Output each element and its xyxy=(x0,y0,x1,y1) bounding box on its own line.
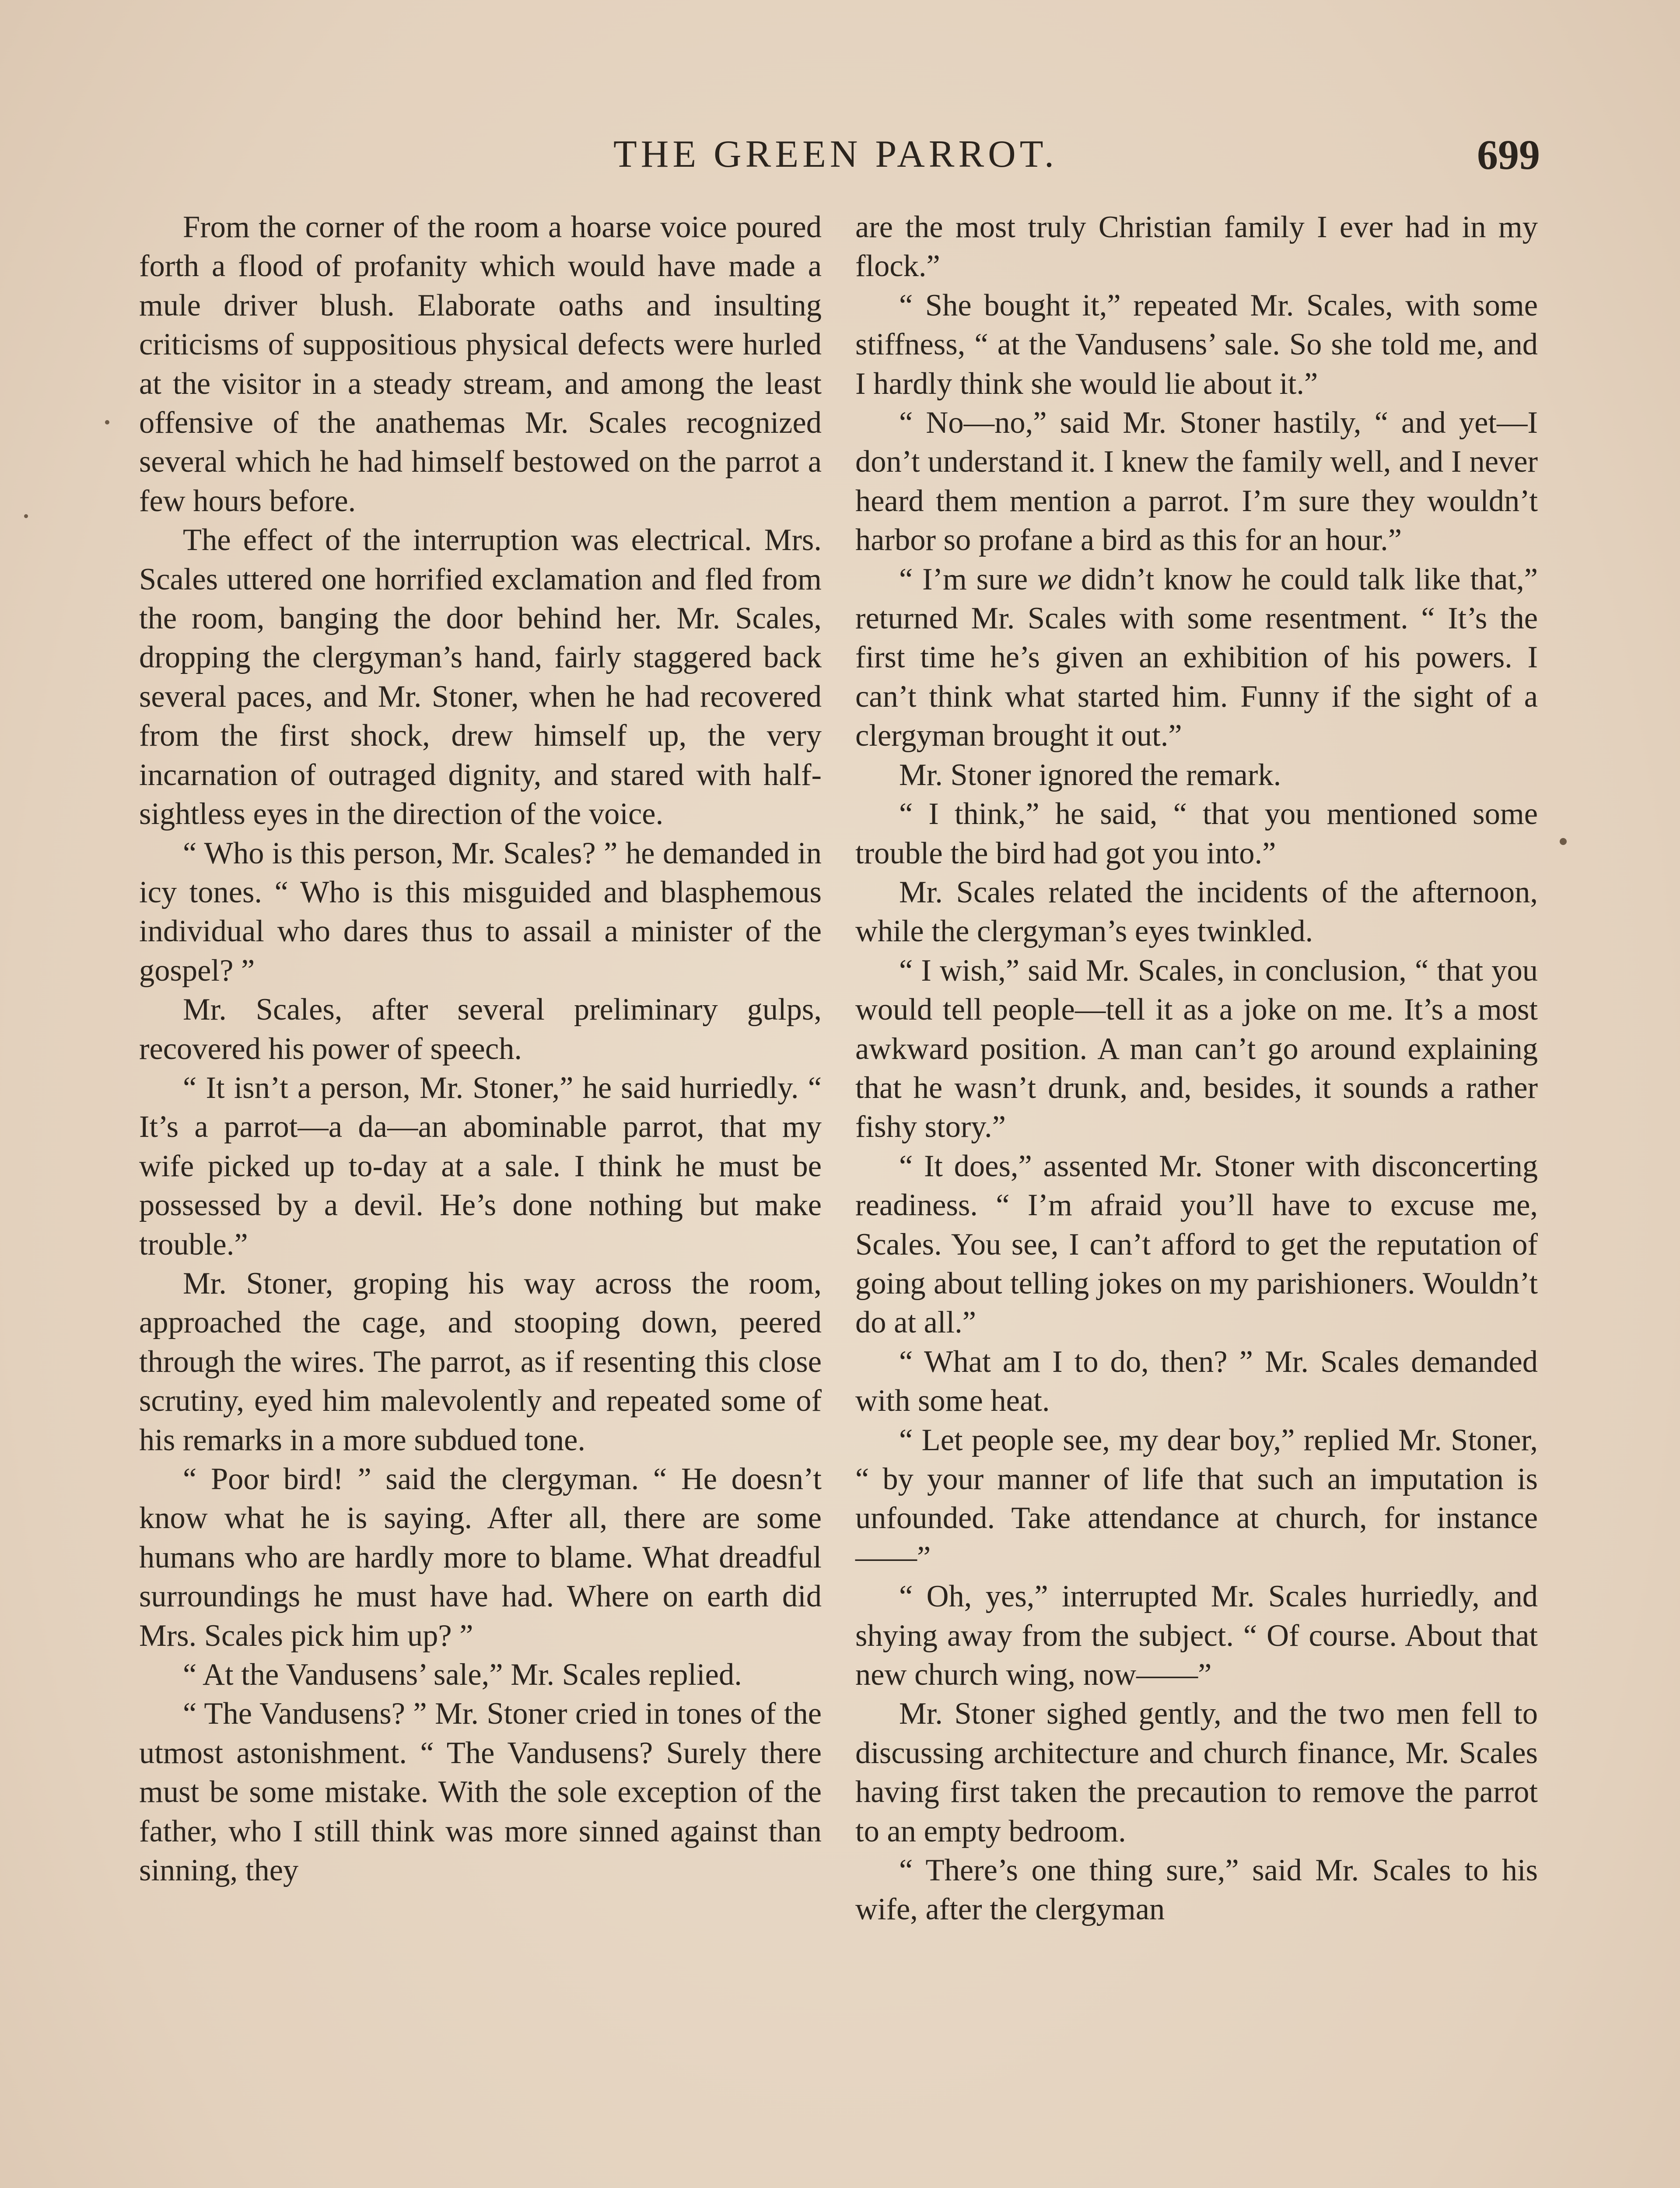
paragraph: “ Who is this person, Mr. Scales? ” he demanded in icy tones. “ Who is this misguided and blasphemous individual who dares thus to assail a minister of the gospel? ” xyxy=(139,836,822,988)
paper-speck xyxy=(24,514,28,518)
paragraph: “ At the Vandusens’ sale,” Mr. Scales replied. xyxy=(183,1658,742,1692)
text-column-left xyxy=(139,208,822,1890)
paragraph: Mr. Scales related the incidents of the afternoon, while the clergyman’s eyes twinkled. xyxy=(855,875,1538,949)
paragraph: are the most truly Christian family I ever had in my flock.” xyxy=(855,210,1538,284)
page-header xyxy=(131,127,1540,184)
paragraph: Mr. Stoner ignored the remark. xyxy=(899,757,1281,792)
paper-speck xyxy=(105,420,109,424)
text-column-right xyxy=(855,208,1538,1929)
paper-speck xyxy=(1560,838,1567,845)
paragraph xyxy=(855,560,1538,756)
paragraph-text: “ I’m sure xyxy=(899,562,1037,596)
paragraph: “ The Vandusens? ” Mr. Stoner cried in tones of the utmost astonishment. “ The Vandusens? Surely there must be some mistake. With the sole exception of the father, who I still think was more sinned against than sinning, they xyxy=(139,1697,822,1888)
paragraph: Mr. Stoner, groping his way across the room, approached the cage, and stooping down, peered through the wires. The parrot, as if resenting this close scrutiny, eyed him malevolently and repeated some of his remarks in a more subdued tone. xyxy=(139,1266,822,1457)
paragraph: “ It isn’t a person, Mr. Stoner,” he said hurriedly. “ It’s a parrot—a da—an abominable parrot, that my wife picked up to-day at a sale. I think he must be possessed by a devil. He’s done nothing but make trouble.” xyxy=(139,1070,822,1262)
paragraph: “ It does,” assented Mr. Stoner with disconcerting readiness. “ I’m afraid you’ll have to excuse me, Scales. You see, I can’t afford to get the reputation of going about telling jokes on my parishioners. Wouldn’t do at all.” xyxy=(855,1149,1538,1340)
paragraph: “ Poor bird! ” said the clergyman. “ He doesn’t know what he is saying. After all, there are some humans who are hardly more to blame. What dreadful surroundings he must have had. Where on earth did Mrs. Scales pick him up? ” xyxy=(139,1462,822,1653)
paragraph: “ There’s one thing sure,” said Mr. Scales to his wife, after the clergyman xyxy=(855,1853,1538,1927)
paragraph: The effect of the interruption was electrical. Mrs. Scales uttered one horrified exclamation and fled from the room, banging the door behind her. Mr. Scales, dropping the clergyman’s hand, fairly staggered back several paces, and Mr. Stoner, when he had recovered from the first shock, drew himself up, the very incarnation of outraged dignity, and stared with half-sightless eyes in the direction of the voice. xyxy=(139,523,822,831)
paragraph: “ I think,” he said, “ that you mentioned some trouble the bird had got you into.” xyxy=(855,797,1538,870)
paragraph-text: didn’t know he could talk like that,” returned Mr. Scales with some resentment. “ It’s the first time he’s given an exhibition of his powers. I can’t think what started him. Funny if the sight of a clergyman brought it out.” xyxy=(855,562,1538,753)
paragraph: “ No—no,” said Mr. Stoner hastily, “ and yet—I don’t understand it. I knew the family well, and I never heard them mention a parrot. I’m sure they wouldn’t harbor so profane a bird as this for an hour.” xyxy=(855,406,1538,558)
paragraph: “ Let people see, my dear boy,” replied Mr. Stoner, “ by your manner of life that such an imputation is unfounded. Take attendance at church, for instance——” xyxy=(855,1423,1538,1574)
paragraph: “ I wish,” said Mr. Scales, in conclusion, “ that you would tell people—tell it as a joke on me. It’s a most awkward position. A man can’t go around explaining that he wasn’t drunk, and, besides, it sounds a rather fishy story.” xyxy=(855,953,1538,1144)
paragraph: “ What am I to do, then? ” Mr. Scales demanded with some heat. xyxy=(855,1344,1538,1418)
paragraph: From the corner of the room a hoarse voice poured forth a flood of profanity which would have made a mule driver blush. Elaborate oaths and insulting criticisms of suppositious physical defects were hurled at the visitor in a steady stream, and among the least offensive of the anathemas Mr. Scales recognized several which he had himself bestowed on the parrot a few hours before. xyxy=(139,210,822,518)
paragraph: Mr. Stoner sighed gently, and the two men fell to discussing architecture and church finance, Mr. Scales having first taken the precaution to remove the parrot to an empty bedroom. xyxy=(855,1697,1538,1848)
italic-word: we xyxy=(1037,562,1072,596)
paragraph: “ She bought it,” repeated Mr. Scales, with some stiffness, “ at the Vandusens’ sale. So she told me, and I hardly think she would lie about it.” xyxy=(855,288,1538,401)
paragraph: Mr. Scales, after several preliminary gulps, recovered his power of speech. xyxy=(139,992,822,1066)
page-number: 699 xyxy=(1477,131,1540,178)
running-title: THE GREEN PARROT. xyxy=(613,133,1058,175)
paragraph: “ Oh, yes,” interrupted Mr. Scales hurriedly, and shying away from the subject. “ Of course. About that new church wing, now——” xyxy=(855,1579,1538,1692)
